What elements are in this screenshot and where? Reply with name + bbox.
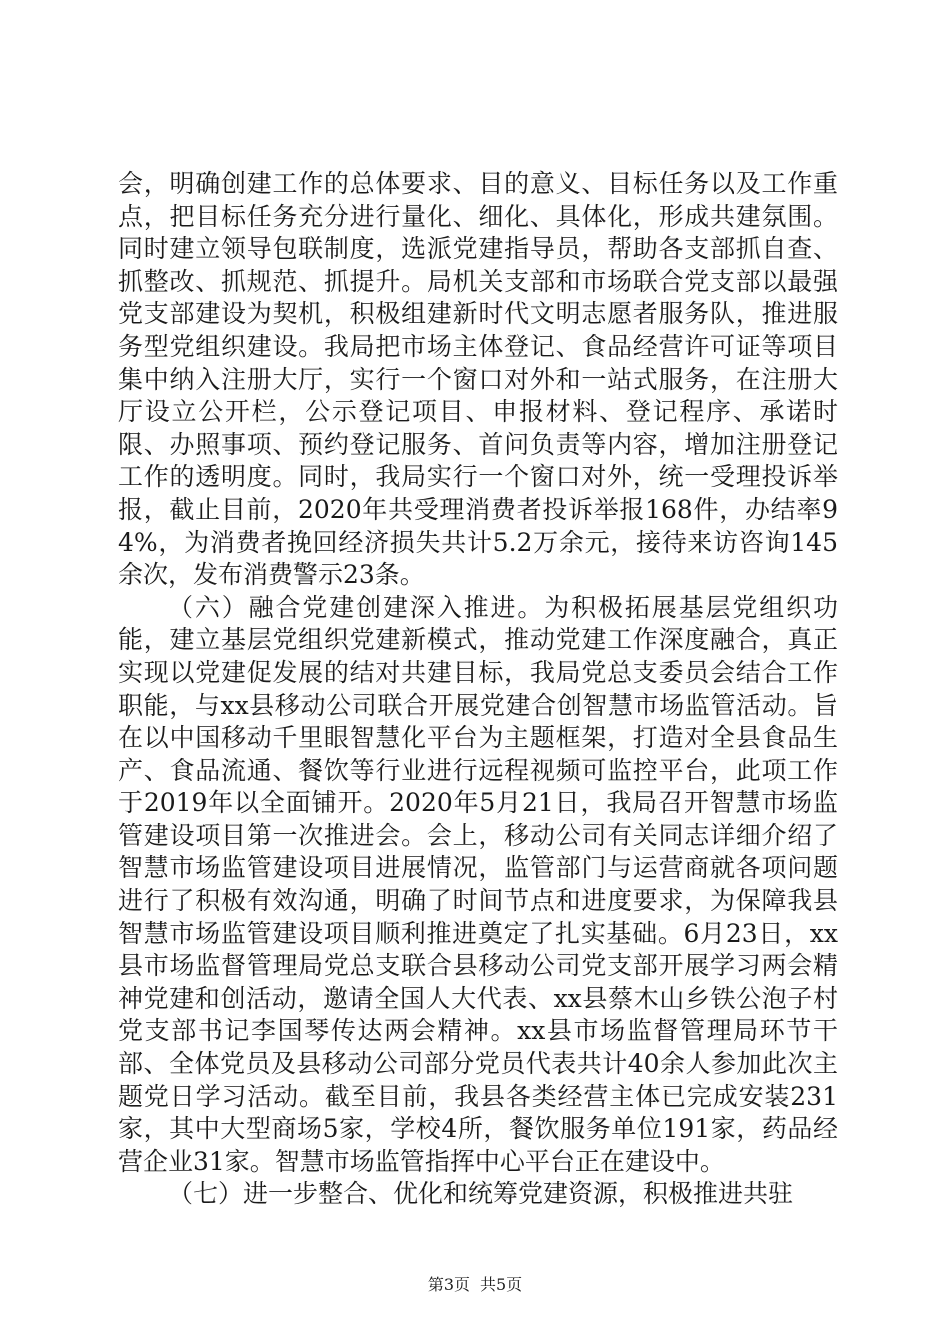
page-footer [0,1274,950,1296]
paragraph-section-seven: （七）进一步整合、优化和统筹党建资源，积极推进共驻 [168,1179,794,1209]
page-number-total: 共5页 [480,1275,523,1294]
document-body [118,168,838,1211]
paragraph-section-six: （六）融合党建创建深入推进。为积极拓展基层党组织功能，建立基层党组织党建新模式，推动党建工作深度融合，真正实现以党建促发展的结对共建目标，我局党总支委员会结合工作职能，与xx县移动公司联合开展党建合创智慧市场监管活动。旨在以中国移动千里眼智慧化平台为主题框架，打造对全县食品生产、食品流通、餐饮等行业进行远程视频可监控平台，此项工作于2019年以全面铺开。2020年5月21日，我局召开智慧市场监管建设项目第一次推进会。会上，移动公司有关同志详细介绍了智慧市场监管建设项目进展情况，监管部门与运营商就各项问题进行了积极有效沟通，明确了时间节点和进度要求，为保障我县智慧市场监管建设项目顺利推进奠定了扎实基础。6月23日，xx县市场监督管理局党总支联合县移动公司党支部开展学习两会精神党建和创活动，邀请全国人大代表、xx县蔡木山乡铁公泡子村党支部书记李国琴传达两会精神。xx县市场监督管理局环节干部、全体党员及县移动公司部分党员代表共计40余人参加此次主题党日学习活动。截至目前，我县各类经营主体已完成安装231家，其中大型商场5家，学校4所，餐饮服务单位191家，药品经营企业31家。智慧市场监管指挥中心平台正在建设中。 [118,592,838,1176]
paragraph-continued: 会，明确创建工作的总体要求、目的意义、目标任务以及工作重点，把目标任务充分进行量化、细化、具体化，形成共建氛围。同时建立领导包联制度，选派党建指导员，帮助各支部抓自查、抓整改、抓规范、抓提升。局机关支部和市场联合党支部以最强党支部建设为契机，积极组建新时代文明志愿者服务队，推进服务型党组织建设。我局把市场主体登记、食品经营许可证等项目集中纳入注册大厅，实行一个窗口对外和一站式服务，在注册大厅设立公开栏，公示登记项目、申报材料、登记程序、承诺时限、办照事项、预约登记服务、首问负责等内容，增加注册登记工作的透明度。同时，我局实行一个窗口对外，统一受理投诉举报，截止目前，2020年共受理消费者投诉举报168件，办结率94%，为消费者挽回经济损失共计5.2万余元，接待来访咨询145余次，发布消费警示23条。 [118,169,838,590]
page-number-current: 第3页 [427,1275,470,1294]
